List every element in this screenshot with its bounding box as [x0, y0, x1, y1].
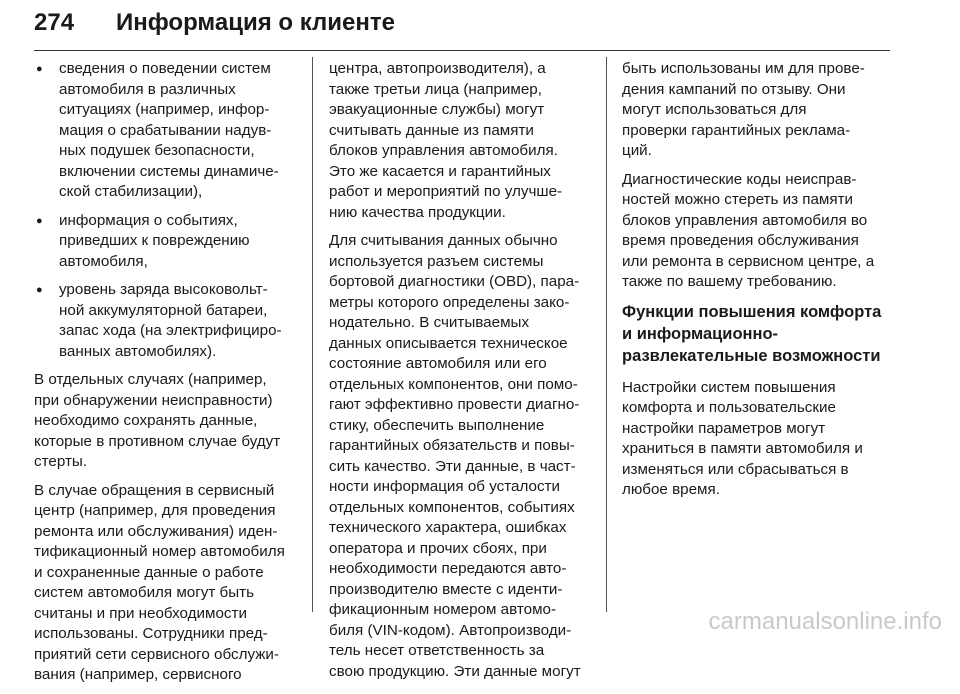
paragraph [34, 481, 296, 686]
paragraph [622, 170, 892, 293]
heading-line: Функции повышения комфорта [622, 302, 882, 321]
paragraph [329, 59, 591, 223]
column-1 [34, 59, 296, 694]
text-line: стерты. [34, 453, 88, 470]
text-line: тификационный номер автомобиля [34, 543, 285, 560]
paragraph [622, 59, 892, 162]
text-line: блоков управления автомобиля во [622, 211, 868, 229]
text-line: ностей можно стереть из памяти [622, 191, 854, 208]
paragraph [622, 378, 892, 501]
text-line: также по вашему требованию. [622, 273, 837, 290]
text-line: необходимости передаются авто- [329, 560, 567, 577]
text-line: ций. [622, 142, 652, 159]
text-line: Диагностические коды неисправ- [622, 170, 857, 188]
text-line: ситуациях (например, инфор- [59, 101, 270, 118]
text-line: храниться в памяти автомобиля и [622, 440, 863, 457]
bullet-item [34, 211, 296, 273]
text-line: производителю вместе с иденти- [329, 580, 563, 598]
text-line: ремонта или обслуживания) иден- [34, 522, 278, 540]
text-line: ных подушек безопасности, [59, 142, 255, 159]
text-line: свою продукцию. Эти данные могут [329, 662, 581, 680]
text-line: использованы. Сотрудники пред- [34, 625, 268, 642]
text-line: автомобиля, [59, 252, 148, 270]
text-line: включении системы динамиче- [59, 162, 279, 180]
text-line: ной аккумуляторной батареи, [59, 301, 268, 319]
text-line: центр (например, для проведения [34, 502, 276, 519]
text-line: необходимо сохранять данные, [34, 412, 258, 429]
text-line: ● информация о событиях, [59, 211, 238, 229]
text-line: и сохраненные данные о работе [34, 563, 264, 581]
text-line: приведших к повреждению [59, 232, 250, 249]
bullet-item [34, 280, 296, 362]
text-line: изменяться или сбрасываться в [622, 460, 849, 478]
column-2 [329, 59, 591, 690]
text-line: считывать данные из памяти [329, 121, 534, 139]
text-line: тель несет ответственность за [329, 642, 545, 659]
text-line: отдельных компонентов, событиях [329, 498, 575, 516]
text-line: нию качества продукции. [329, 203, 506, 221]
text-line: блоков управления автомобиля. [329, 142, 558, 159]
page-title: Информация о клиенте [116, 9, 395, 36]
column-divider [312, 57, 313, 612]
text-line: бортовой диагностики (OBD), пара- [329, 273, 580, 290]
text-line: используется разъем системы [329, 252, 544, 270]
text-line: любое время. [622, 481, 720, 498]
text-line: Это же касается и гарантийных [329, 162, 551, 180]
text-line: считаны и при необходимости [34, 604, 247, 622]
text-line: гают эффективно провести диагно- [329, 396, 580, 413]
text-line: фикационным номером автомо- [329, 601, 557, 618]
text-line: ской стабилизации), [59, 183, 203, 200]
text-line: приятий сети сервисного обслужи- [34, 645, 279, 663]
bullet-list [34, 59, 296, 362]
text-line: Настройки систем повышения [622, 378, 836, 396]
text-line: отдельных компонентов, они помо- [329, 375, 578, 393]
text-line: биля (VIN-кодом). Автопроизводи- [329, 621, 572, 639]
text-line: которые в противном случае будут [34, 432, 281, 450]
text-line: гарантийных обязательств и повы- [329, 437, 575, 454]
text-line: или ремонта в сервисном центре, а [622, 252, 875, 270]
text-line: при обнаружении неисправности) [34, 391, 273, 409]
text-line: запас хода (на электрифициро- [59, 322, 282, 339]
section-heading [622, 301, 892, 367]
text-line: Для считывания данных обычно [329, 232, 558, 249]
text-line: дения кампаний по отзыву. Они [622, 80, 846, 98]
text-line: автомобиля в различных [59, 80, 236, 98]
page-number: 274 [34, 9, 75, 36]
text-line: В случае обращения в сервисный [34, 481, 275, 499]
text-line: сить качество. Эти данные, в част- [329, 457, 576, 475]
text-line: могут использоваться для [622, 101, 807, 118]
text-line: ● уровень заряда высоковольт- [59, 281, 268, 298]
text-line: проверки гарантийных реклама- [622, 121, 851, 139]
paragraph [34, 370, 296, 473]
text-line: В отдельных случаях (например, [34, 371, 267, 388]
text-line: нодательно. В считываемых [329, 314, 530, 331]
text-line: ности информация об усталости [329, 478, 560, 495]
text-line: мация о срабатывании надув- [59, 121, 272, 139]
text-line: настройки параметров могут [622, 419, 826, 437]
text-line: комфорта и пользовательские [622, 399, 836, 416]
text-line: эвакуационные службы) могут [329, 101, 545, 118]
text-line: данных описывается техническое [329, 334, 568, 352]
text-line: время проведения обслуживания [622, 232, 859, 249]
heading-line: и информационно- [622, 324, 779, 343]
bullet-item [34, 59, 296, 203]
column-3 [622, 59, 892, 509]
heading-line: развлекательные возможности [622, 346, 881, 365]
watermark: carmanualsonline.info [708, 608, 942, 635]
text-line: метры которого определены зако- [329, 293, 570, 311]
text-line: вания (например, сервисного [34, 666, 242, 683]
text-line: быть использованы им для прове- [622, 60, 865, 77]
page-header [34, 0, 890, 51]
text-line: работ и мероприятий по улучше- [329, 183, 563, 200]
text-line: систем автомобиля могут быть [34, 584, 255, 601]
text-line: технического характера, ошибках [329, 519, 567, 536]
text-line: также третьи лица (например, [329, 80, 542, 98]
text-line: оператора и прочих сбоях, при [329, 539, 547, 557]
text-line: ванных автомобилях). [59, 342, 217, 360]
text-line: стику, обеспечить выполнение [329, 416, 545, 434]
text-line: центра, автопроизводителя), а [329, 60, 546, 77]
text-line: состояние автомобиля или его [329, 355, 547, 372]
paragraph [329, 231, 591, 682]
column-divider [606, 57, 607, 612]
text-line: ● сведения о поведении систем [59, 60, 271, 77]
